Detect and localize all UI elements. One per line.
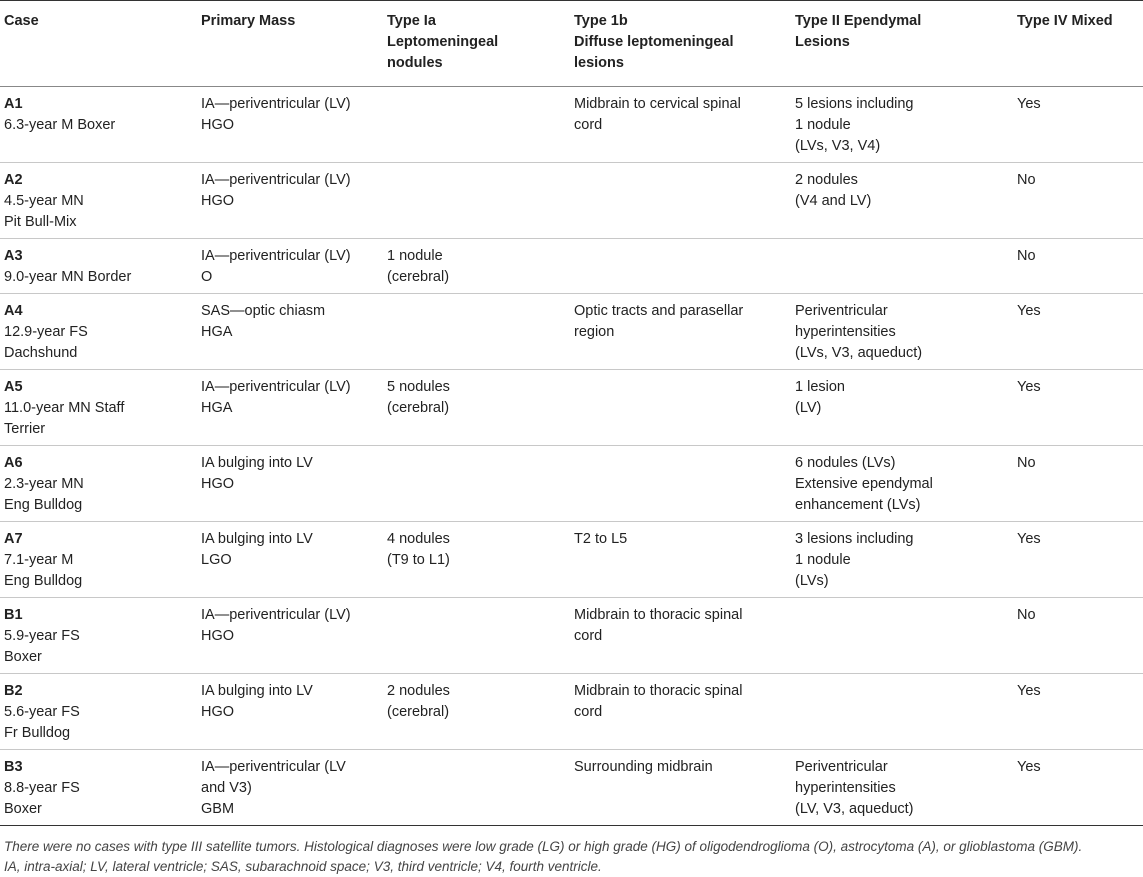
type-ia-cell	[383, 294, 570, 370]
header-label-line: Type 1b	[574, 13, 628, 29]
type-1b-cell-line: region	[574, 324, 615, 340]
primary-mass-cell-line: IA—periventricular (LV)	[201, 248, 351, 264]
type-ia-cell-line: 1 nodule	[387, 248, 443, 264]
type-ii-cell	[791, 750, 1013, 826]
header-label-line: Type IV Mixed	[1017, 13, 1113, 29]
primary-mass-cell	[197, 674, 383, 750]
type-1b-cell	[570, 163, 791, 239]
case-description-line: 12.9-year FS	[4, 324, 88, 340]
type-ii-cell-line: (LV)	[795, 400, 822, 416]
type-ia-cell-line: 2 nodules	[387, 683, 450, 699]
primary-mass-cell-line: IA bulging into LV	[201, 531, 313, 547]
type-iv-cell: Yes	[1013, 87, 1143, 163]
type-1b-cell	[570, 674, 791, 750]
case-description-line: 5.9-year FS	[4, 628, 80, 644]
type-iv-cell: Yes	[1013, 370, 1143, 446]
type-1b-cell-line: cord	[574, 628, 603, 644]
type-ii-cell-line: 6 nodules (LVs)	[795, 455, 896, 471]
type-ia-cell	[383, 446, 570, 522]
header-label-line: lesions	[574, 55, 624, 71]
header-type-iv	[1013, 1, 1143, 87]
type-1b-cell-line: Midbrain to cervical spinal	[574, 96, 741, 112]
case-description-line: Dachshund	[4, 345, 78, 361]
case-id: B2	[4, 683, 23, 699]
type-ii-cell-line: enhancement (LVs)	[795, 497, 921, 513]
type-ii-cell	[791, 163, 1013, 239]
type-ia-cell-line: (cerebral)	[387, 704, 450, 720]
type-ia-cell	[383, 674, 570, 750]
case-description-line: 9.0-year MN Border	[4, 269, 132, 285]
type-1b-cell-line: Midbrain to thoracic spinal	[574, 683, 743, 699]
primary-mass-cell-line: IA—periventricular (LV)	[201, 607, 351, 623]
type-1b-cell	[570, 522, 791, 598]
type-ia-cell	[383, 239, 570, 294]
table-row	[0, 750, 1143, 826]
type-ii-cell	[791, 522, 1013, 598]
header-label-line: Primary Mass	[201, 13, 296, 29]
header-label-line: Case	[4, 13, 39, 29]
case-description-line: 5.6-year FS	[4, 704, 80, 720]
table-row	[0, 87, 1143, 163]
case-description-line: Boxer	[4, 649, 42, 665]
case-description-line: 8.8-year FS	[4, 780, 80, 796]
primary-mass-cell-line: IA—periventricular (LV	[201, 759, 346, 775]
case-description-line: Pit Bull-Mix	[4, 214, 77, 230]
type-iv-cell: Yes	[1013, 674, 1143, 750]
case-description-line: 6.3-year M Boxer	[4, 117, 116, 133]
case-cell	[0, 446, 197, 522]
primary-mass-cell	[197, 163, 383, 239]
type-1b-cell	[570, 598, 791, 674]
primary-mass-cell-line: IA—periventricular (LV)	[201, 379, 351, 395]
case-description-line: Eng Bulldog	[4, 497, 83, 513]
case-description-line: Boxer	[4, 801, 42, 817]
header-label-line: nodules	[387, 55, 443, 71]
primary-mass-cell-line: O	[201, 269, 213, 285]
primary-mass-cell	[197, 239, 383, 294]
header-label-line: Leptomeningeal	[387, 34, 499, 50]
primary-mass-cell	[197, 87, 383, 163]
table-footnote	[0, 837, 1143, 877]
type-1b-cell	[570, 446, 791, 522]
primary-mass-cell-line: HGA	[201, 400, 233, 416]
type-iv-cell: Yes	[1013, 750, 1143, 826]
header-row	[0, 1, 1143, 87]
primary-mass-cell-line: HGO	[201, 193, 235, 209]
primary-mass-cell-line: SAS—optic chiasm	[201, 303, 326, 319]
type-1b-cell	[570, 239, 791, 294]
type-ii-cell	[791, 239, 1013, 294]
type-iv-cell: Yes	[1013, 294, 1143, 370]
header-type-ia	[383, 1, 570, 87]
table-row	[0, 239, 1143, 294]
type-1b-cell	[570, 370, 791, 446]
case-id: A6	[4, 455, 23, 471]
table-row	[0, 522, 1143, 598]
case-description-line: Terrier	[4, 421, 46, 437]
case-id: A4	[4, 303, 23, 319]
header-primary-mass	[197, 1, 383, 87]
table-row	[0, 294, 1143, 370]
header-case	[0, 1, 197, 87]
case-description-line: 4.5-year MN	[4, 193, 84, 209]
type-ii-cell-line: (V4 and LV)	[795, 193, 872, 209]
case-cell	[0, 294, 197, 370]
primary-mass-cell	[197, 598, 383, 674]
primary-mass-cell	[197, 750, 383, 826]
type-1b-cell-line: cord	[574, 117, 603, 133]
type-ii-cell-line: Extensive ependymal	[795, 476, 933, 492]
header-type-1b	[570, 1, 791, 87]
type-1b-cell	[570, 87, 791, 163]
type-ii-cell	[791, 598, 1013, 674]
type-ia-cell	[383, 163, 570, 239]
type-1b-cell	[570, 750, 791, 826]
table-row	[0, 163, 1143, 239]
case-id: A5	[4, 379, 23, 395]
primary-mass-cell	[197, 446, 383, 522]
primary-mass-cell	[197, 294, 383, 370]
case-id: A1	[4, 96, 23, 112]
case-description-line: 7.1-year M	[4, 552, 74, 568]
type-ii-cell-line: 3 lesions including	[795, 531, 914, 547]
type-ii-cell	[791, 446, 1013, 522]
type-ii-cell	[791, 370, 1013, 446]
type-ia-cell	[383, 522, 570, 598]
case-cell	[0, 750, 197, 826]
type-ii-cell-line: Periventricular	[795, 759, 888, 775]
case-id: A2	[4, 172, 23, 188]
type-1b-cell	[570, 294, 791, 370]
type-ii-cell-line: hyperintensities	[795, 324, 896, 340]
type-ii-cell-line: (LVs)	[795, 573, 829, 589]
type-ii-cell-line: 1 lesion	[795, 379, 845, 395]
type-ii-cell-line: 1 nodule	[795, 552, 851, 568]
type-ia-cell	[383, 87, 570, 163]
header-label-line: Lesions	[795, 34, 850, 50]
primary-mass-cell-line: HGO	[201, 476, 235, 492]
type-ia-cell-line: (T9 to L1)	[387, 552, 450, 568]
type-1b-cell-line: Optic tracts and parasellar	[574, 303, 744, 319]
primary-mass-cell-line: and V3)	[201, 780, 252, 796]
footnote-line: There were no cases with type III satellite tumors. Histological diagnoses were low grade (LG) or high grade (HG) of oligodendroglioma (O), astrocytoma (A), or glioblastoma (GBM).	[4, 839, 1083, 854]
type-ii-cell-line: 5 lesions including	[795, 96, 914, 112]
primary-mass-cell-line: GBM	[201, 801, 235, 817]
header-label-line: Type II Ependymal	[795, 13, 922, 29]
type-ii-cell	[791, 674, 1013, 750]
type-iv-cell: No	[1013, 446, 1143, 522]
footnote-line: IA, intra-axial; LV, lateral ventricle; SAS, subarachnoid space; V3, third ventricle; V4, fourth ventricle.	[4, 859, 602, 874]
case-cell	[0, 370, 197, 446]
type-ia-cell	[383, 598, 570, 674]
case-description-line: Fr Bulldog	[4, 725, 71, 741]
type-ii-cell-line: hyperintensities	[795, 780, 896, 796]
primary-mass-cell-line: IA—periventricular (LV)	[201, 96, 351, 112]
case-description-line: Eng Bulldog	[4, 573, 83, 589]
case-cell	[0, 163, 197, 239]
header-label-line: Diffuse leptomeningeal	[574, 34, 734, 50]
primary-mass-cell-line: HGO	[201, 117, 235, 133]
header-type-ii	[791, 1, 1013, 87]
type-iv-cell: No	[1013, 163, 1143, 239]
primary-mass-cell-line: IA bulging into LV	[201, 683, 313, 699]
table-row	[0, 674, 1143, 750]
type-ii-cell	[791, 294, 1013, 370]
primary-mass-cell-line: HGO	[201, 628, 235, 644]
case-cell	[0, 674, 197, 750]
type-ia-cell	[383, 370, 570, 446]
type-ii-cell-line: 2 nodules	[795, 172, 858, 188]
case-id: A3	[4, 248, 23, 264]
type-ii-cell-line: Periventricular	[795, 303, 888, 319]
type-ia-cell-line: 4 nodules	[387, 531, 450, 547]
type-1b-cell-line: Midbrain to thoracic spinal	[574, 607, 743, 623]
type-ia-cell-line: (cerebral)	[387, 269, 450, 285]
case-description-line: 11.0-year MN Staff	[4, 400, 125, 416]
type-ii-cell-line: (LVs, V3, V4)	[795, 138, 881, 154]
primary-mass-cell-line: HGO	[201, 704, 235, 720]
case-id: B3	[4, 759, 23, 775]
type-ii-cell-line: 1 nodule	[795, 117, 851, 133]
primary-mass-cell	[197, 370, 383, 446]
header-label-line: Type Ia	[387, 13, 436, 29]
type-ia-cell-line: 5 nodules	[387, 379, 450, 395]
type-ii-cell	[791, 87, 1013, 163]
type-iv-cell: No	[1013, 239, 1143, 294]
case-description-line: 2.3-year MN	[4, 476, 84, 492]
type-ia-cell	[383, 750, 570, 826]
table-body	[0, 87, 1143, 826]
table-row	[0, 370, 1143, 446]
case-cell	[0, 598, 197, 674]
primary-mass-cell-line: LGO	[201, 552, 232, 568]
table-row	[0, 598, 1143, 674]
primary-mass-cell	[197, 522, 383, 598]
case-cell	[0, 87, 197, 163]
type-ii-cell-line: (LV, V3, aqueduct)	[795, 801, 914, 817]
case-cell	[0, 239, 197, 294]
type-iv-cell: No	[1013, 598, 1143, 674]
case-id: B1	[4, 607, 23, 623]
table-header	[0, 1, 1143, 87]
table-row	[0, 446, 1143, 522]
primary-mass-cell-line: IA—periventricular (LV)	[201, 172, 351, 188]
case-cell	[0, 522, 197, 598]
type-1b-cell-line: T2 to L5	[574, 531, 628, 547]
primary-mass-cell-line: IA bulging into LV	[201, 455, 313, 471]
type-ii-cell-line: (LVs, V3, aqueduct)	[795, 345, 923, 361]
primary-mass-cell-line: HGA	[201, 324, 233, 340]
type-iv-cell: Yes	[1013, 522, 1143, 598]
case-id: A7	[4, 531, 23, 547]
type-1b-cell-line: cord	[574, 704, 603, 720]
type-1b-cell-line: Surrounding midbrain	[574, 759, 713, 775]
type-ia-cell-line: (cerebral)	[387, 400, 450, 416]
